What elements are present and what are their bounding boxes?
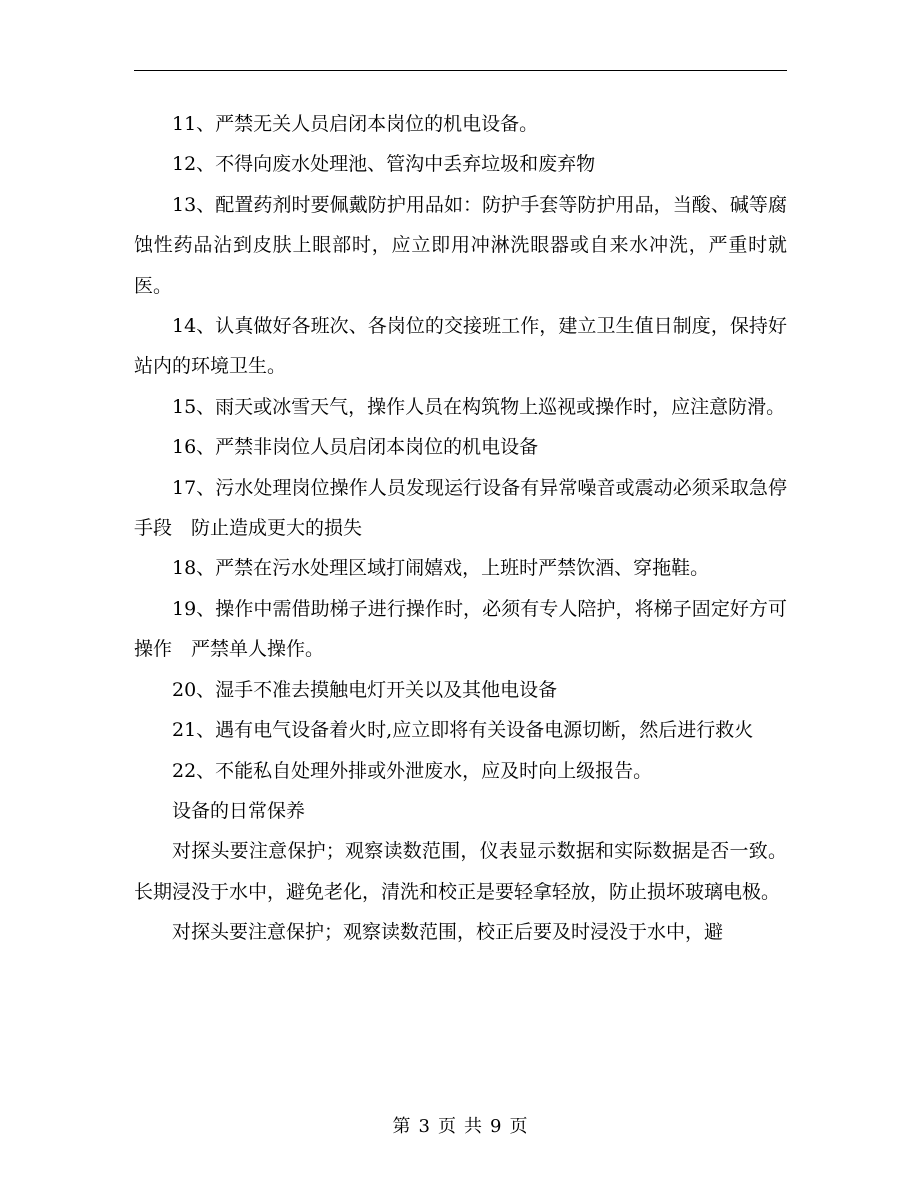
section-heading: 设备的日常保养 xyxy=(172,799,306,822)
paragraph-20: 20、湿手不准去摸触电灯开关以及其他电设备 xyxy=(172,678,558,701)
footer-page-word: 页 xyxy=(438,1116,456,1137)
paragraph-14: 14、认真做好各班次、各岗位的交接班工作，建立卫生值日制度，保持好站内的环境卫生。 xyxy=(134,315,787,378)
page-footer xyxy=(0,1112,920,1138)
paragraph-22: 22、不能私自处理外排或外泄废水，应及时向上级报告。 xyxy=(172,759,653,782)
paragraph-15: 15、雨天或冰雪天气，操作人员在构筑物上巡视或操作时，应注意防滑。 xyxy=(172,395,786,418)
paragraph-18: 18、严禁在污水处理区域打闹嬉戏，上班时严禁饮酒、穿拖鞋。 xyxy=(172,557,710,580)
paragraph-12: 12、不得向废水处理池、管沟中丢弃垃圾和废弃物 xyxy=(172,153,596,176)
footer-total-pages: 9 xyxy=(490,1116,502,1137)
paragraph-13: 13、配置药剂时要佩戴防护用品如：防护手套等防护用品，当酸、碱等腐蚀性药品沾到皮肤上眼部时，应立即用冲淋洗眼器或自来水冲洗，严重时就医。 xyxy=(134,193,787,297)
footer-current-page: 3 xyxy=(418,1116,430,1137)
paragraph-11: 11、严禁无关人员启闭本岗位的机电设备。 xyxy=(172,113,539,135)
header-rule xyxy=(134,70,787,71)
footer-total-word: 共 xyxy=(464,1116,482,1137)
paragraph-16: 16、严禁非岗位人员启闭本岗位的机电设备 xyxy=(172,436,539,459)
maintenance-paragraph-1: 对探头要注意保护；观察读数范围，仪表显示数据和实际数据是否一致。长期浸没于水中，避免老化，清洗和校正是要轻拿轻放，防止损坏玻璃电极。 xyxy=(134,840,787,903)
footer-prefix: 第 xyxy=(392,1116,411,1137)
paragraph-21: 21、遇有电气设备着火时,应立即将有关设备电源切断，然后进行救火 xyxy=(172,719,754,742)
footer-suffix: 页 xyxy=(509,1116,528,1137)
maintenance-paragraph-2: 对探头要注意保护；观察读数范围，校正后要及时浸没于水中，避 xyxy=(172,921,724,944)
paragraph-19: 19、操作中需借助梯子进行操作时，必须有专人陪护，将梯子固定好方可操作 严禁单人操作。 xyxy=(134,597,787,661)
document-body xyxy=(134,104,787,953)
paragraph-17: 17、污水处理岗位操作人员发现运行设备有异常噪音或震动必须采取急停手段 防止造成更大的损失 xyxy=(134,476,787,540)
